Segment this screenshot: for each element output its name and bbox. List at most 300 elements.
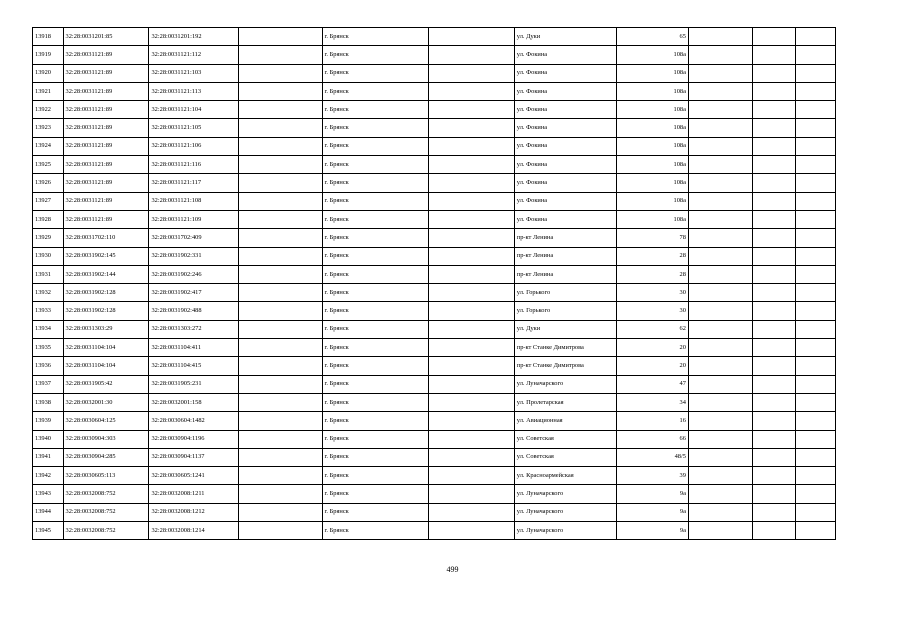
empty-cell xyxy=(688,357,752,375)
house-number-cell: 108а xyxy=(616,210,688,228)
table-row xyxy=(33,302,836,320)
empty-cell xyxy=(753,430,796,448)
empty-cell xyxy=(796,101,836,119)
empty-cell xyxy=(688,247,752,265)
city-cell: г. Брянск xyxy=(322,522,428,540)
premises-cadastral-number-cell: 32:28:0031121:117 xyxy=(149,174,238,192)
empty-cell xyxy=(688,320,752,338)
premises-cadastral-number-cell: 32:28:0031104:411 xyxy=(149,339,238,357)
street-cell: ул. Фокина xyxy=(514,174,616,192)
empty-cell xyxy=(238,265,322,283)
empty-cell xyxy=(238,485,322,503)
street-cell: ул. Фокина xyxy=(514,156,616,174)
house-number-cell: 66 xyxy=(616,430,688,448)
table-row xyxy=(33,430,836,448)
record-number-cell: 13925 xyxy=(33,156,64,174)
city-cell: г. Брянск xyxy=(322,467,428,485)
empty-cell xyxy=(238,375,322,393)
premises-cadastral-number-cell: 32:28:0031121:103 xyxy=(149,64,238,82)
empty-cell xyxy=(688,430,752,448)
empty-cell xyxy=(753,82,796,100)
record-number-cell: 13943 xyxy=(33,485,64,503)
page-number: 499 xyxy=(446,565,459,574)
empty-cell xyxy=(238,46,322,64)
empty-cell xyxy=(688,210,752,228)
cadastral-number-cell: 32:28:0030904:285 xyxy=(63,448,149,466)
empty-cell xyxy=(688,156,752,174)
empty-cell xyxy=(238,357,322,375)
empty-cell xyxy=(753,64,796,82)
premises-cadastral-number-cell: 32:28:0031121:105 xyxy=(149,119,238,137)
empty-cell xyxy=(238,137,322,155)
empty-cell xyxy=(238,174,322,192)
cadastral-number-cell: 32:28:0031702:110 xyxy=(63,229,149,247)
empty-cell xyxy=(753,174,796,192)
street-cell: ул. Фокина xyxy=(514,82,616,100)
empty-cell xyxy=(688,28,752,46)
premises-cadastral-number-cell: 32:28:0030904:1137 xyxy=(149,448,238,466)
empty-cell xyxy=(796,522,836,540)
empty-cell xyxy=(796,320,836,338)
empty-cell xyxy=(238,247,322,265)
house-number-cell: 108а xyxy=(616,82,688,100)
empty-cell xyxy=(796,503,836,521)
empty-cell xyxy=(688,229,752,247)
cadastral-number-cell: 32:28:0031905:42 xyxy=(63,375,149,393)
cadastral-number-cell: 32:28:0030904:303 xyxy=(63,430,149,448)
table-row xyxy=(33,339,836,357)
house-number-cell: 20 xyxy=(616,339,688,357)
record-number-cell: 13942 xyxy=(33,467,64,485)
house-number-cell: 62 xyxy=(616,320,688,338)
record-number-cell: 13937 xyxy=(33,375,64,393)
record-number-cell: 13932 xyxy=(33,284,64,302)
street-cell: ул. Фокина xyxy=(514,137,616,155)
street-cell: ул. Луначарского xyxy=(514,522,616,540)
empty-cell xyxy=(688,174,752,192)
premises-cadastral-number-cell: 32:28:0030605:1241 xyxy=(149,467,238,485)
house-number-cell: 78 xyxy=(616,229,688,247)
empty-cell xyxy=(238,156,322,174)
empty-cell xyxy=(796,192,836,210)
cadastral-number-cell: 32:28:0032008:752 xyxy=(63,522,149,540)
street-cell: ул. Красноармейская xyxy=(514,467,616,485)
cadastral-number-cell: 32:28:0032008:752 xyxy=(63,485,149,503)
empty-cell xyxy=(796,357,836,375)
empty-cell xyxy=(688,101,752,119)
empty-cell xyxy=(238,64,322,82)
empty-cell xyxy=(796,82,836,100)
record-number-cell: 13923 xyxy=(33,119,64,137)
street-cell: пр-кт Станке Димитрова xyxy=(514,357,616,375)
premises-cadastral-number-cell: 32:28:0030904:1196 xyxy=(149,430,238,448)
premises-cadastral-number-cell: 32:28:0031104:415 xyxy=(149,357,238,375)
premises-cadastral-number-cell: 32:28:0030604:1482 xyxy=(149,412,238,430)
empty-cell xyxy=(238,229,322,247)
table-row xyxy=(33,247,836,265)
empty-cell xyxy=(688,137,752,155)
empty-cell xyxy=(428,503,514,521)
empty-cell xyxy=(753,503,796,521)
city-cell: г. Брянск xyxy=(322,229,428,247)
cadastral-number-cell: 32:28:0031902:128 xyxy=(63,302,149,320)
empty-cell xyxy=(688,485,752,503)
house-number-cell: 30 xyxy=(616,284,688,302)
premises-cadastral-number-cell: 32:28:0032008:1214 xyxy=(149,522,238,540)
empty-cell xyxy=(688,393,752,411)
street-cell: пр-кт Ленина xyxy=(514,247,616,265)
empty-cell xyxy=(238,302,322,320)
house-number-cell: 30 xyxy=(616,302,688,320)
table-row xyxy=(33,522,836,540)
record-number-cell: 13940 xyxy=(33,430,64,448)
house-number-cell: 65 xyxy=(616,28,688,46)
cadastral-number-cell: 32:28:0031104:104 xyxy=(63,339,149,357)
empty-cell xyxy=(428,210,514,228)
city-cell: г. Брянск xyxy=(322,375,428,393)
table-row xyxy=(33,284,836,302)
house-number-cell: 9а xyxy=(616,503,688,521)
empty-cell xyxy=(238,412,322,430)
house-number-cell: 108а xyxy=(616,192,688,210)
table-row xyxy=(33,412,836,430)
empty-cell xyxy=(753,339,796,357)
table-row xyxy=(33,320,836,338)
empty-cell xyxy=(753,284,796,302)
cadastral-number-cell: 32:28:0031902:128 xyxy=(63,284,149,302)
street-cell: ул. Луначарского xyxy=(514,485,616,503)
house-number-cell: 9а xyxy=(616,522,688,540)
empty-cell xyxy=(796,265,836,283)
empty-cell xyxy=(238,448,322,466)
premises-cadastral-number-cell: 32:28:0031121:112 xyxy=(149,46,238,64)
street-cell: ул. Фокина xyxy=(514,210,616,228)
empty-cell xyxy=(796,229,836,247)
empty-cell xyxy=(688,448,752,466)
city-cell: г. Брянск xyxy=(322,302,428,320)
empty-cell xyxy=(688,302,752,320)
empty-cell xyxy=(753,28,796,46)
street-cell: пр-кт Станке Димитрова xyxy=(514,339,616,357)
table-row xyxy=(33,485,836,503)
empty-cell xyxy=(238,393,322,411)
street-cell: ул. Горького xyxy=(514,302,616,320)
premises-cadastral-number-cell: 32:28:0031905:231 xyxy=(149,375,238,393)
cadastral-number-cell: 32:28:0032008:752 xyxy=(63,503,149,521)
record-number-cell: 13928 xyxy=(33,210,64,228)
record-number-cell: 13930 xyxy=(33,247,64,265)
table-row xyxy=(33,156,836,174)
cadastral-number-cell: 32:28:0031121:89 xyxy=(63,46,149,64)
empty-cell xyxy=(753,320,796,338)
table-row xyxy=(33,101,836,119)
house-number-cell: 28 xyxy=(616,265,688,283)
house-number-cell: 108а xyxy=(616,156,688,174)
empty-cell xyxy=(796,412,836,430)
empty-cell xyxy=(428,448,514,466)
premises-cadastral-number-cell: 32:28:0031121:108 xyxy=(149,192,238,210)
cadastral-number-cell: 32:28:0031121:89 xyxy=(63,210,149,228)
empty-cell xyxy=(688,503,752,521)
city-cell: г. Брянск xyxy=(322,28,428,46)
street-cell: ул. Фокина xyxy=(514,192,616,210)
empty-cell xyxy=(753,485,796,503)
table-row xyxy=(33,357,836,375)
empty-cell xyxy=(428,247,514,265)
house-number-cell: 9а xyxy=(616,485,688,503)
table-row xyxy=(33,503,836,521)
empty-cell xyxy=(238,28,322,46)
empty-cell xyxy=(796,119,836,137)
registry-table xyxy=(32,27,836,540)
city-cell: г. Брянск xyxy=(322,210,428,228)
empty-cell xyxy=(688,467,752,485)
house-number-cell: 108а xyxy=(616,64,688,82)
empty-cell xyxy=(688,46,752,64)
premises-cadastral-number-cell: 32:28:0032008:1211 xyxy=(149,485,238,503)
empty-cell xyxy=(753,448,796,466)
house-number-cell: 20 xyxy=(616,357,688,375)
city-cell: г. Брянск xyxy=(322,357,428,375)
empty-cell xyxy=(688,284,752,302)
table-row xyxy=(33,467,836,485)
cadastral-number-cell: 32:28:0031303:29 xyxy=(63,320,149,338)
record-number-cell: 13929 xyxy=(33,229,64,247)
street-cell: ул. Советская xyxy=(514,448,616,466)
empty-cell xyxy=(796,430,836,448)
empty-cell xyxy=(238,119,322,137)
empty-cell xyxy=(428,320,514,338)
empty-cell xyxy=(688,82,752,100)
empty-cell xyxy=(753,156,796,174)
record-number-cell: 13922 xyxy=(33,101,64,119)
cadastral-number-cell: 32:28:0031201:85 xyxy=(63,28,149,46)
empty-cell xyxy=(428,192,514,210)
empty-cell xyxy=(753,46,796,64)
empty-cell xyxy=(753,101,796,119)
table-row xyxy=(33,192,836,210)
table-row xyxy=(33,229,836,247)
premises-cadastral-number-cell: 32:28:0032001:158 xyxy=(149,393,238,411)
street-cell: ул. Пролетарская xyxy=(514,393,616,411)
empty-cell xyxy=(238,467,322,485)
empty-cell xyxy=(796,375,836,393)
cadastral-number-cell: 32:28:0031121:89 xyxy=(63,101,149,119)
empty-cell xyxy=(428,485,514,503)
empty-cell xyxy=(238,284,322,302)
city-cell: г. Брянск xyxy=(322,503,428,521)
cadastral-number-cell: 32:28:0031121:89 xyxy=(63,174,149,192)
house-number-cell: 16 xyxy=(616,412,688,430)
empty-cell xyxy=(428,375,514,393)
premises-cadastral-number-cell: 32:28:0031303:272 xyxy=(149,320,238,338)
city-cell: г. Брянск xyxy=(322,320,428,338)
empty-cell xyxy=(796,339,836,357)
empty-cell xyxy=(428,412,514,430)
empty-cell xyxy=(796,485,836,503)
premises-cadastral-number-cell: 32:28:0031902:246 xyxy=(149,265,238,283)
city-cell: г. Брянск xyxy=(322,485,428,503)
city-cell: г. Брянск xyxy=(322,393,428,411)
record-number-cell: 13936 xyxy=(33,357,64,375)
record-number-cell: 13920 xyxy=(33,64,64,82)
empty-cell xyxy=(796,448,836,466)
cadastral-number-cell: 32:28:0031121:89 xyxy=(63,64,149,82)
empty-cell xyxy=(753,247,796,265)
empty-cell xyxy=(753,210,796,228)
premises-cadastral-number-cell: 32:28:0031121:116 xyxy=(149,156,238,174)
table-row xyxy=(33,174,836,192)
street-cell: ул. Луначарского xyxy=(514,503,616,521)
street-cell: ул. Советская xyxy=(514,430,616,448)
empty-cell xyxy=(796,393,836,411)
record-number-cell: 13918 xyxy=(33,28,64,46)
table-row xyxy=(33,82,836,100)
empty-cell xyxy=(796,46,836,64)
empty-cell xyxy=(238,192,322,210)
empty-cell xyxy=(428,101,514,119)
city-cell: г. Брянск xyxy=(322,284,428,302)
premises-cadastral-number-cell: 32:28:0031121:104 xyxy=(149,101,238,119)
premises-cadastral-number-cell: 32:28:0031121:109 xyxy=(149,210,238,228)
city-cell: г. Брянск xyxy=(322,46,428,64)
empty-cell xyxy=(796,302,836,320)
city-cell: г. Брянск xyxy=(322,339,428,357)
empty-cell xyxy=(428,119,514,137)
record-number-cell: 13931 xyxy=(33,265,64,283)
table-row xyxy=(33,448,836,466)
cadastral-number-cell: 32:28:0032001:30 xyxy=(63,393,149,411)
empty-cell xyxy=(753,302,796,320)
cadastral-number-cell: 32:28:0031121:89 xyxy=(63,156,149,174)
street-cell: ул. Фокина xyxy=(514,119,616,137)
empty-cell xyxy=(238,430,322,448)
record-number-cell: 13934 xyxy=(33,320,64,338)
house-number-cell: 108а xyxy=(616,137,688,155)
record-number-cell: 13927 xyxy=(33,192,64,210)
house-number-cell: 47 xyxy=(616,375,688,393)
city-cell: г. Брянск xyxy=(322,64,428,82)
street-cell: ул. Дуки xyxy=(514,320,616,338)
street-cell: ул. Горького xyxy=(514,284,616,302)
premises-cadastral-number-cell: 32:28:0031121:113 xyxy=(149,82,238,100)
table-row xyxy=(33,210,836,228)
empty-cell xyxy=(688,119,752,137)
empty-cell xyxy=(688,64,752,82)
empty-cell xyxy=(238,101,322,119)
table-row xyxy=(33,64,836,82)
city-cell: г. Брянск xyxy=(322,174,428,192)
empty-cell xyxy=(428,284,514,302)
street-cell: пр-кт Ленина xyxy=(514,229,616,247)
empty-cell xyxy=(238,82,322,100)
record-number-cell: 13935 xyxy=(33,339,64,357)
table-row xyxy=(33,137,836,155)
house-number-cell: 108а xyxy=(616,46,688,64)
empty-cell xyxy=(238,522,322,540)
record-number-cell: 13919 xyxy=(33,46,64,64)
premises-cadastral-number-cell: 32:28:0032008:1212 xyxy=(149,503,238,521)
street-cell: пр-кт Ленина xyxy=(514,265,616,283)
premises-cadastral-number-cell: 32:28:0031201:192 xyxy=(149,28,238,46)
empty-cell xyxy=(688,339,752,357)
empty-cell xyxy=(796,247,836,265)
cadastral-number-cell: 32:28:0030605:113 xyxy=(63,467,149,485)
empty-cell xyxy=(688,375,752,393)
record-number-cell: 13921 xyxy=(33,82,64,100)
table-row xyxy=(33,46,836,64)
empty-cell xyxy=(796,174,836,192)
city-cell: г. Брянск xyxy=(322,119,428,137)
record-number-cell: 13933 xyxy=(33,302,64,320)
record-number-cell: 13941 xyxy=(33,448,64,466)
empty-cell xyxy=(238,503,322,521)
table-row xyxy=(33,28,836,46)
street-cell: ул. Авиационная xyxy=(514,412,616,430)
empty-cell xyxy=(796,28,836,46)
empty-cell xyxy=(796,284,836,302)
cadastral-number-cell: 32:28:0031104:104 xyxy=(63,357,149,375)
empty-cell xyxy=(428,265,514,283)
street-cell: ул. Фокина xyxy=(514,101,616,119)
city-cell: г. Брянск xyxy=(322,247,428,265)
street-cell: ул. Фокина xyxy=(514,64,616,82)
cadastral-number-cell: 32:28:0031902:145 xyxy=(63,247,149,265)
empty-cell xyxy=(753,375,796,393)
record-number-cell: 13938 xyxy=(33,393,64,411)
empty-cell xyxy=(688,522,752,540)
empty-cell xyxy=(428,46,514,64)
city-cell: г. Брянск xyxy=(322,137,428,155)
cadastral-number-cell: 32:28:0031121:89 xyxy=(63,137,149,155)
premises-cadastral-number-cell: 32:28:0031902:331 xyxy=(149,247,238,265)
table-row xyxy=(33,393,836,411)
cadastral-number-cell: 32:28:0031121:89 xyxy=(63,82,149,100)
empty-cell xyxy=(238,339,322,357)
city-cell: г. Брянск xyxy=(322,430,428,448)
city-cell: г. Брянск xyxy=(322,82,428,100)
empty-cell xyxy=(796,64,836,82)
empty-cell xyxy=(428,28,514,46)
empty-cell xyxy=(428,229,514,247)
city-cell: г. Брянск xyxy=(322,448,428,466)
empty-cell xyxy=(428,522,514,540)
street-cell: ул. Дуки xyxy=(514,28,616,46)
premises-cadastral-number-cell: 32:28:0031902:417 xyxy=(149,284,238,302)
registry-table-body xyxy=(33,28,836,540)
empty-cell xyxy=(753,357,796,375)
record-number-cell: 13945 xyxy=(33,522,64,540)
empty-cell xyxy=(428,174,514,192)
city-cell: г. Брянск xyxy=(322,156,428,174)
record-number-cell: 13924 xyxy=(33,137,64,155)
empty-cell xyxy=(688,265,752,283)
empty-cell xyxy=(796,210,836,228)
empty-cell xyxy=(688,412,752,430)
empty-cell xyxy=(753,467,796,485)
empty-cell xyxy=(796,467,836,485)
city-cell: г. Брянск xyxy=(322,101,428,119)
house-number-cell: 28 xyxy=(616,247,688,265)
empty-cell xyxy=(753,119,796,137)
empty-cell xyxy=(753,229,796,247)
empty-cell xyxy=(428,357,514,375)
empty-cell xyxy=(238,210,322,228)
house-number-cell: 108а xyxy=(616,119,688,137)
street-cell: ул. Фокина xyxy=(514,46,616,64)
empty-cell xyxy=(428,430,514,448)
empty-cell xyxy=(753,393,796,411)
